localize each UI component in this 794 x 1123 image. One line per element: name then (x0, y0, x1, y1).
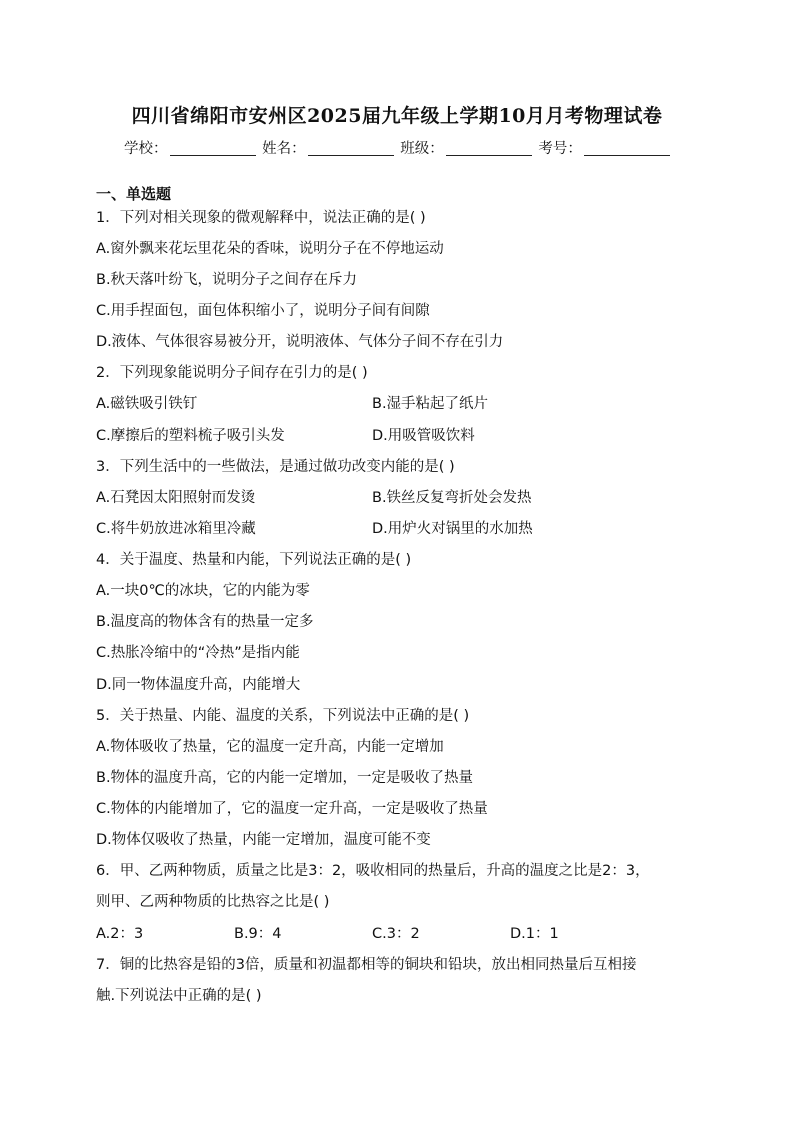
q4-option-b: B.温度高的物体含有的热量一定多 (96, 614, 314, 630)
school-blank (170, 141, 256, 156)
q1-option-c: C.用手捏面包，面包体积缩小了，说明分子间有间隙 (96, 303, 430, 319)
number-label: 考号： (538, 141, 582, 157)
q1-option-b: B.秋天落叶纷飞，说明分子之间存在斥力 (96, 272, 358, 288)
q2-option-b: B.湿手粘起了纸片 (372, 396, 489, 412)
q4-option-c: C.热胀冷缩中的“冷热”是指内能 (96, 645, 300, 661)
q2-stem: 2．下列现象能说明分子间存在引力的是( ) (96, 365, 368, 381)
q6-stem-line2: 则甲、乙两种物质的比热容之比是( ) (96, 894, 330, 910)
q2-option-c: C.摩擦后的塑料梳子吸引头发 (96, 428, 285, 444)
q2-option-a: A.磁铁吸引铁钉 (96, 396, 198, 412)
class-blank (446, 141, 532, 156)
q3-stem: 3．下列生活中的一些做法，是通过做功改变内能的是( ) (96, 459, 455, 475)
q6-option-c: C.3：2 (372, 926, 420, 942)
q5-option-c: C.物体的内能增加了，它的温度一定升高，一定是吸收了热量 (96, 801, 488, 817)
q1-option-a: A.窗外飘来花坛里花朵的香味，说明分子在不停地运动 (96, 241, 444, 257)
q6-option-d: D.1：1 (510, 926, 559, 942)
school-label: 学校： (124, 141, 168, 157)
name-blank (308, 141, 394, 156)
q6-option-b: B.9：4 (234, 926, 282, 942)
class-label: 班级： (400, 141, 444, 157)
q1-option-d: D.液体、气体很容易被分开，说明液体、气体分子间不存在引力 (96, 334, 504, 350)
q3-option-c: C.将牛奶放进冰箱里冷藏 (96, 521, 256, 537)
q5-option-d: D.物体仅吸收了热量，内能一定增加，温度可能不变 (96, 832, 431, 848)
q3-option-b: B.铁丝反复弯折处会发热 (372, 490, 532, 506)
q4-option-a: A.一块0℃的冰块，它的内能为零 (96, 583, 310, 599)
q5-stem: 5．关于热量、内能、温度的关系，下列说法中正确的是( ) (96, 708, 470, 724)
q7-stem-line2: 触.下列说法中正确的是( ) (96, 988, 262, 1004)
student-info-row (124, 137, 672, 158)
q2-option-d: D.用吸管吸饮料 (372, 428, 475, 444)
q4-stem: 4．关于温度、热量和内能，下列说法正确的是( ) (96, 552, 412, 568)
q5-option-a: A.物体吸收了热量，它的温度一定升高，内能一定增加 (96, 739, 444, 755)
q1-stem: 1．下列对相关现象的微观解释中，说法正确的是( ) (96, 210, 426, 226)
q3-option-a: A.石凳因太阳照射而发烫 (96, 490, 256, 506)
q7-stem-line1: 7．铜的比热容是铅的3倍，质量和初温都相等的铜块和铅块，放出相同热量后互相接 (96, 957, 637, 973)
q5-option-b: B.物体的温度升高，它的内能一定增加，一定是吸收了热量 (96, 770, 474, 786)
page-title: 四川省绵阳市安州区2025届九年级上学期10月月考物理试卷 (131, 105, 663, 127)
number-blank (584, 141, 670, 156)
q6-option-a: A.2：3 (96, 926, 144, 942)
section-heading: 一、单选题 (96, 185, 172, 203)
q4-option-d: D.同一物体温度升高，内能增大 (96, 677, 301, 693)
q6-stem-line1: 6．甲、乙两种物质，质量之比是3：2，吸收相同的热量后，升高的温度之比是2：3， (96, 863, 650, 879)
q3-option-d: D.用炉火对锅里的水加热 (372, 521, 533, 537)
name-label: 姓名： (262, 141, 306, 157)
